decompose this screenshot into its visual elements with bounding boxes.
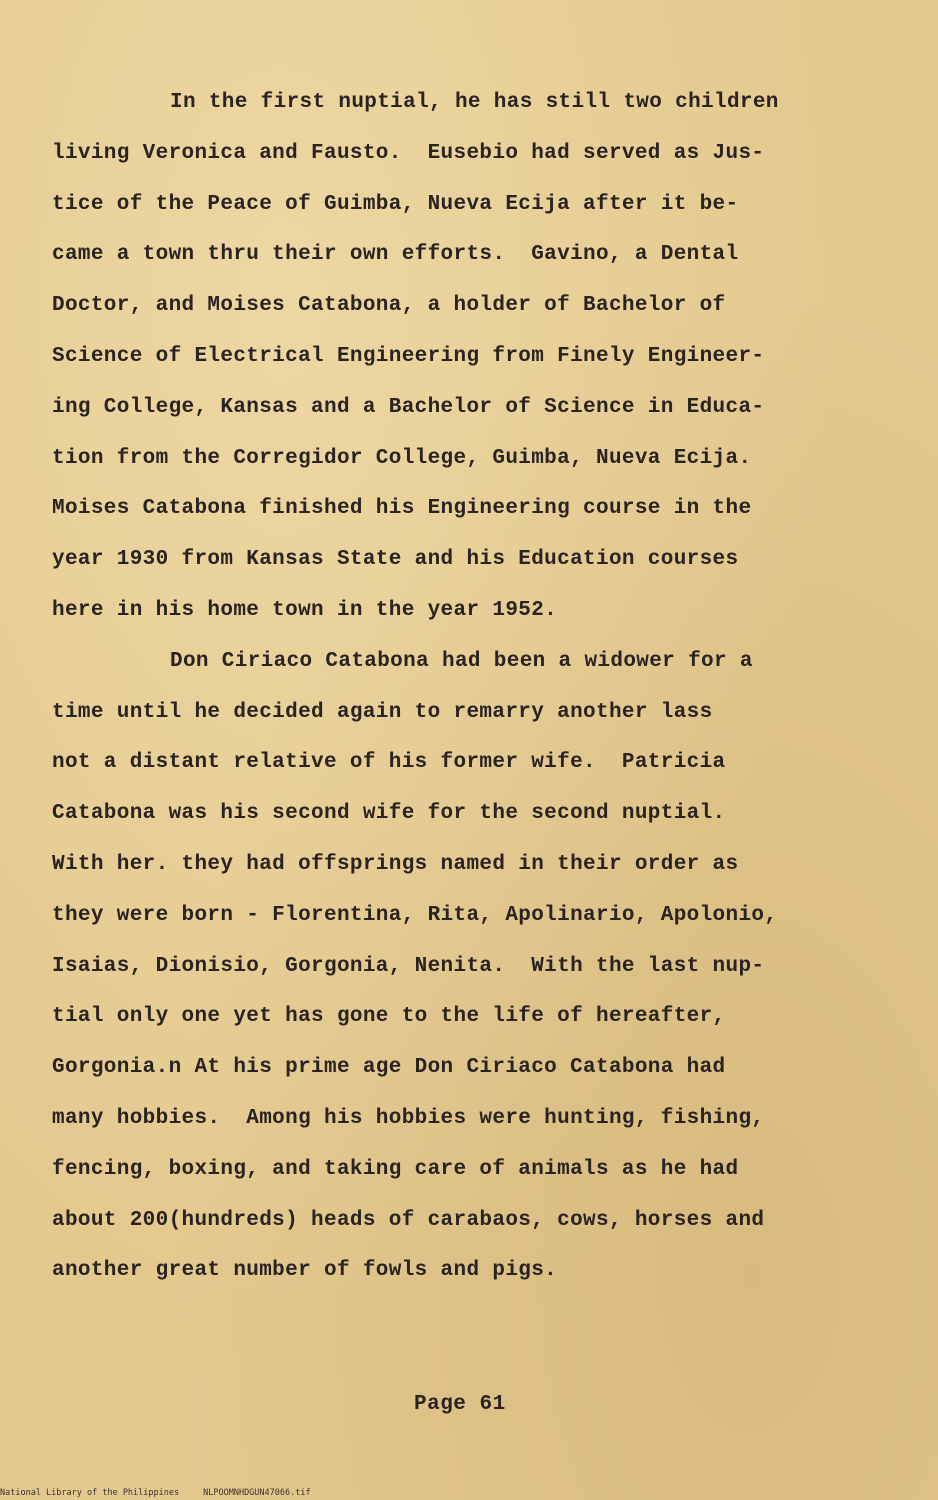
text-line: Gorgonia.n At his prime age Don Ciriaco Catabona had [52, 1056, 726, 1080]
scan-filename: NLPOOMNHDGUN47066.tif [203, 1488, 311, 1498]
text-line: tial only one yet has gone to the life of hereafter, [52, 1005, 726, 1029]
text-line: Doctor, and Moises Catabona, a holder of Bachelor of [52, 294, 726, 318]
text-line: living Veronica and Fausto. Eusebio had served as Jus- [52, 141, 765, 165]
page-number: Page 61 [414, 1393, 506, 1416]
text-line: here in his home town in the year 1952. [52, 598, 558, 622]
text-line: not a distant relative of his former wife. Patricia [52, 751, 726, 775]
text-line: year 1930 from Kansas State and his Education courses [52, 548, 739, 572]
text-line: Science of Electrical Engineering from Finely Engineer- [52, 344, 765, 368]
library-credit: National Library of the Philippines [0, 1488, 180, 1498]
text-line: Catabona was his second wife for the second nuptial. [52, 802, 726, 826]
text-line: came a town thru their own efforts. Gavino, a Dental [52, 243, 739, 267]
text-line: fencing, boxing, and taking care of animals as he had [52, 1157, 739, 1181]
text-line: Don Ciriaco Catabona had been a widower for a [170, 649, 753, 673]
body-text [52, 78, 894, 1297]
scan-footer [0, 1488, 311, 1498]
text-line: tice of the Peace of Guimba, Nueva Ecija after it be- [52, 192, 739, 216]
text-line: ing College, Kansas and a Bachelor of Science in Educa- [52, 395, 765, 419]
text-line: another great number of fowls and pigs. [52, 1259, 558, 1283]
text-line: about 200(hundreds) heads of carabaos, cows, horses and [52, 1208, 765, 1232]
text-line: time until he decided again to remarry another lass [52, 700, 713, 724]
text-line: many hobbies. Among his hobbies were hunting, fishing, [52, 1106, 765, 1130]
text-line: Isaias, Dionisio, Gorgonia, Nenita. With the last nup- [52, 954, 765, 978]
text-line: they were born - Florentina, Rita, Apolinario, Apolonio, [52, 903, 778, 927]
text-line: In the first nuptial, he has still two children [170, 91, 779, 114]
text-line: With her. they had offsprings named in their order as [52, 852, 739, 876]
text-line: Moises Catabona finished his Engineering course in the [52, 497, 752, 521]
text-line: tion from the Corregidor College, Guimba, Nueva Ecija. [52, 446, 752, 470]
